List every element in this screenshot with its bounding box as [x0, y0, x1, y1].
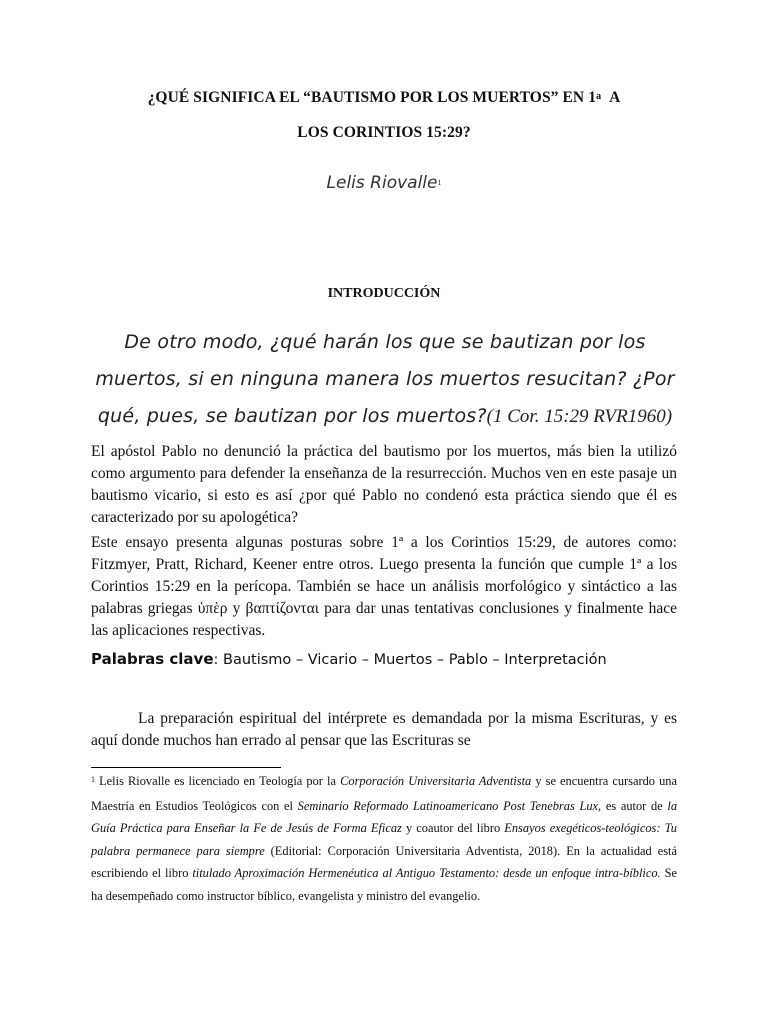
document-title-line-2: LOS CORINTIOS 15:29? — [297, 124, 471, 141]
keywords-line — [91, 648, 677, 671]
epigraph-reference: (1 Cor. 15:29 RVR1960) — [486, 406, 673, 427]
abstract-paragraph-1: El apóstol Pablo no denunció la práctica del bautismo por los muertos, más bien la utilizó como argumento para defender la enseñanza de la resurrección. Muchos ven en este pasaje un bautismo vicario, si esto es así ¿por qué Pablo no condenó esta práctica siendo que él es caracterizado por su apologética? — [91, 443, 677, 526]
document-title-line-1: ¿QUÉ SIGNIFICA EL “BAUTISMO POR LOS MUERTOS” EN 1$^a$ A — [147, 89, 621, 106]
author-name: Lelis Riovalle$^1$ — [326, 173, 442, 193]
author-footnote-mark: 1 — [437, 178, 442, 187]
footnote-separator — [91, 767, 281, 768]
keywords-label: Palabras clave — [91, 650, 214, 668]
epigraph — [80, 324, 690, 435]
keywords-list: : Bautismo – Vicario – Muertos – Pablo – Interpretación — [213, 652, 607, 668]
footnote-mark: 1 — [91, 775, 95, 784]
body-paragraph: La preparación espiritual del intérprete es demandada por la misma Escrituras, y es aquí donde muchos han errado al pensar que las Escrituras se — [91, 710, 677, 749]
footnote-1: $^1$ Lelis Riovalle es licenciado en Teología por la Corporación Universitaria Adventista y se encuentra cursardo una Maestría en Estudios Teológicos con el Seminario Reformado Latinoamericano Post Tenebras Lux, es autor de la Guía Práctica para Enseñar la Fe de Jesús de Forma Eficaz y coautor del libro Ensayos exegéticos-teológicos: Tu palabra permanece para siempre (Editorial: Corporación Universitaria Adventista, 2018). En la actualidad está escribiendo el libro titulado Aproximación Hermenéutica al Antiguo Testamento: desde un enfoque intra-bíblico. Se ha desempeñado como instructor bíblico, evangelista y ministro del evangelio. — [91, 774, 678, 903]
section-heading: INTRODUCCIÓN — [327, 286, 441, 301]
epigraph-text: De otro modo, ¿qué harán los que se bautizan por los muertos, si en ninguna manera los muertos resucitan? ¿Por qué, pues, se bautizan por los muertos? — [95, 331, 675, 427]
abstract-paragraph-2: Este ensayo presenta algunas posturas sobre 1ª a los Corintios 15:29, de autores como: Fitzmyer, Pratt, Richard, Keener entre otros. Luego presenta la función que cumple 1ª a los Corintios 15:29 en la perícopa. También se hace un análisis morfológico y sintáctico a las palabras griegas ὑπὲρ y βαπτίζονται para dar unas tentativas conclusiones y finalmente hace las aplicaciones respectivas. — [91, 534, 677, 639]
title-superscript: a — [596, 91, 602, 102]
